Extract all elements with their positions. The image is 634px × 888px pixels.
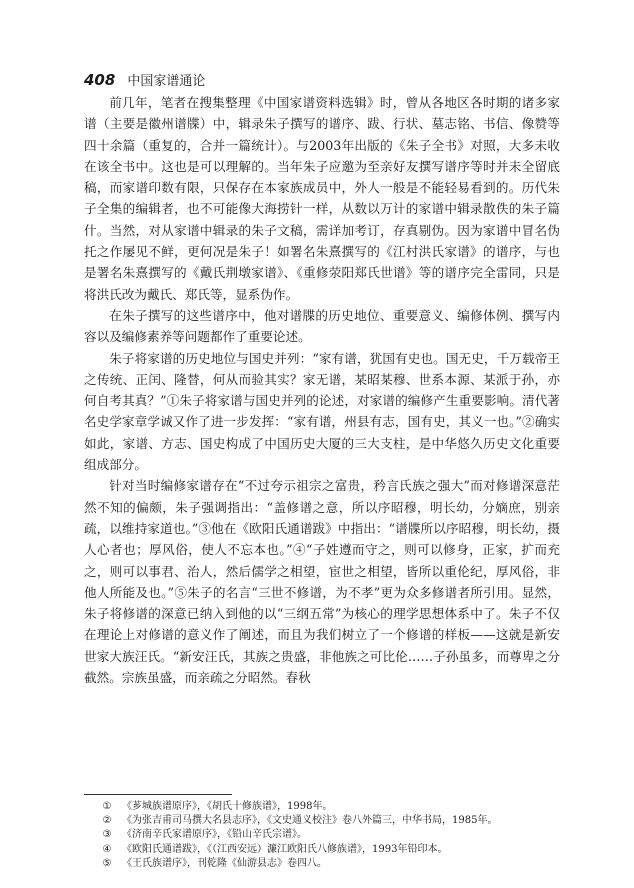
footnote-1 <box>84 800 560 814</box>
paragraph-4: 针对当时编修家谱存在“不过夸示祖宗之富贵，矜言氏族之强大”而对修谱深意茫然不知的偏颇，朱子强调指出：“盖修谱之意，所以序昭穆，明长幼，分嫡庶，别亲疏，以维持家道也。”③他在《欧阳氏通谱跋》中指出：“谱牒所以序昭穆，明长幼，摄人心者也；厚风俗，使人不忘本也。”④“子姓遵而守之，则可以修身，正家，扩而充之，则可以事君、治人，然后儒学之相望，宦世之相望，皆所以重伦纪，厚风俗，非他人所能及也。”⑤朱子的名言“三世不修谱，为不孝”更为众多修谱者所引用。显然，朱子将修谱的深意已纳入到他的以“三纲五常”为核心的理学思想体系中了。朱子不仅在理论上对修谱的意义作了阐述，而且为我们树立了一个修谱的样板——这就是新安世家大族汪氏。“新安汪氏，其族之贵盛，非他族之可比伦……子孙虽多，而尊卑之分截然。宗族虽盛，而亲疏之分昭然。春秋 <box>84 478 560 686</box>
footnote-2 <box>84 814 560 828</box>
footnote-marker: ⑤ <box>102 857 112 869</box>
page-number: 408 <box>84 71 116 89</box>
paragraph-1: 前几年，笔者在搜集整理《中国家谱资料选辑》时，曾从各地区各时期的诸多家谱（主要是徽州谱牒）中，辑录朱子撰写的谱序、跋、行状、墓志铭、书信、像赞等四十余篇（重复的，合并一篇统计）。与2003年出版的《朱子全书》对照，大多未收在该全书中。这也是可以理解的。当年朱子应邀为至亲好友撰写谱序等时并未全留底稿，而家谱印数有限，只保存在本家族成员中，外人一般是不能轻易看到的。历代朱子全集的编辑者，也不可能像大海捞针一样，从数以万计的家谱中辑录散佚的朱子篇什。当然，对从家谱中辑录的朱子文稿，需详加考订，存真剔伪。因为家谱中冒名伪托之作屡见不鲜，更何况是朱子！如署名朱熹撰写的《江村洪氏家谱》的谱序，与也是署名朱熹撰写的《戴氏荆墩家谱》、《重修荥阳郑氏世谱》等的谱序完全雷同，只是将洪氏改为戴氏、郑氏等，显系伪作。 <box>84 95 560 302</box>
footnote-4 <box>84 843 560 857</box>
footnote-3 <box>84 828 560 842</box>
footnote-text: 《芗城族谱原序》，《胡氏十修族谱》，1998年。 <box>122 801 333 812</box>
footnote-marker: ② <box>102 815 112 827</box>
footnote-text: 《欧阳氏通谱跋》，《（江西安远）濂江欧阳氏八修族谱》，1993年铅印本。 <box>122 843 448 855</box>
footnotes <box>84 800 560 871</box>
running-title: 中国家谱通论 <box>127 74 206 89</box>
footnote-marker: ④ <box>102 843 112 855</box>
footnote-text: 《王氏族谱序》，刊乾隆《仙游县志》卷四八。 <box>122 857 327 869</box>
body-text <box>84 92 560 688</box>
paragraph-2: 在朱子撰写的这些谱序中，他对谱牒的历史地位、重要意义、编修体例、撰写内容以及编修素养等问题都作了重要论述。 <box>84 307 560 345</box>
footnote-text: 《济南辛氏家谱原序》，《铅山辛氏宗谱》。 <box>122 829 307 841</box>
paragraph-3: 朱子将家谱的历史地位与国史并列：“家有谱，犹国有史也。国无史，千万载帝王之传统、正闰、隆替，何从而验其实？家无谱，某昭某穆、世系本源、某派于孙，亦何自考其真？”①朱子将家谱与国史并列的论述，对家谱的编修产生重要影响。清代著名史学家章学诚又作了进一步发挥：“家有谱，州县有志，国有史，其义一也。”②确实如此，家谱、方志、国史构成了中国历史大厦的三大支柱，是中华悠久历史文化重要组成部分。 <box>84 350 560 473</box>
footnote-5 <box>84 857 560 871</box>
footnote-text: 《为张吉甫司马撰大名县志序》，《文史通义校注》卷八外篇三，中华书局，1985年。 <box>122 815 498 827</box>
footnote-marker: ③ <box>102 829 112 841</box>
footnote-marker: ① <box>102 801 112 812</box>
running-header <box>84 70 205 89</box>
footnote-divider <box>84 794 232 795</box>
